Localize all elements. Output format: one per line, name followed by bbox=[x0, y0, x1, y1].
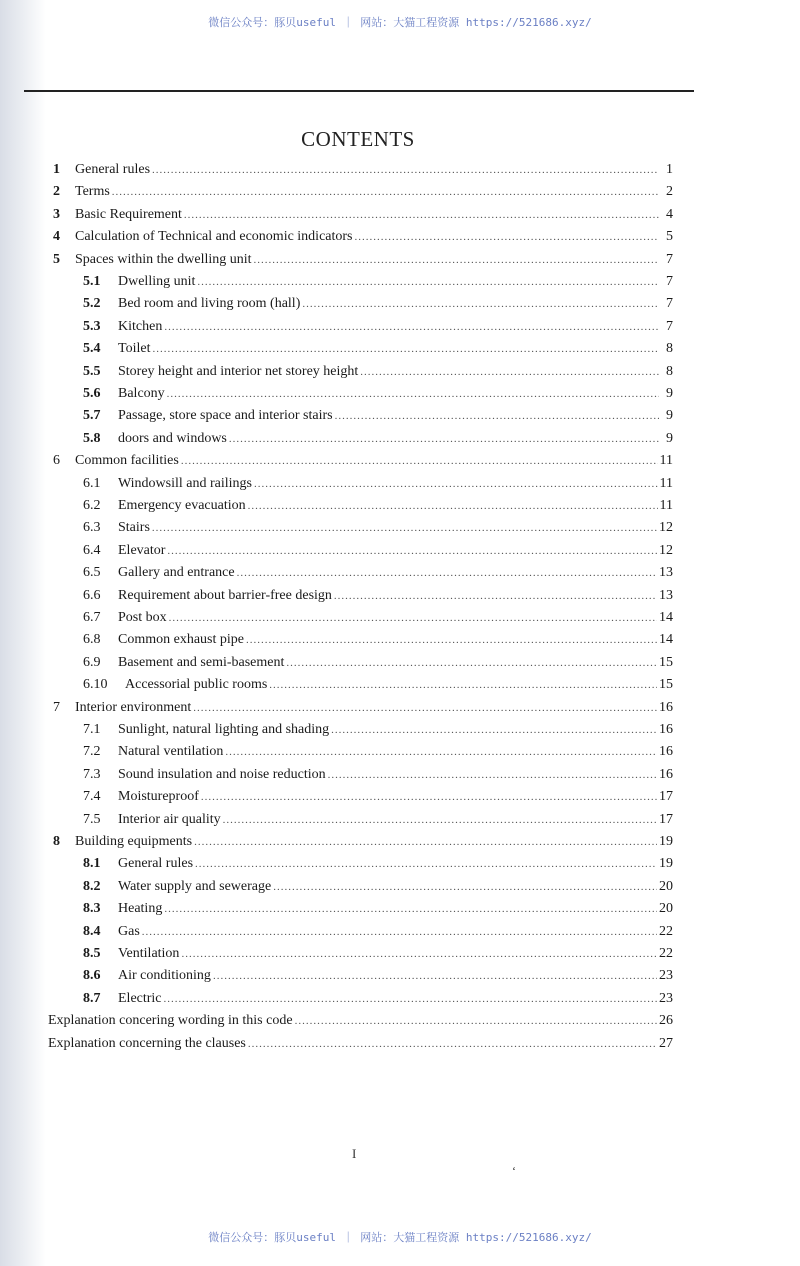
toc-entry-number: 6.7 bbox=[83, 610, 101, 625]
toc-entry-label: Common exhaust pipe bbox=[118, 632, 244, 648]
toc-entry[interactable] bbox=[83, 341, 673, 361]
toc-entry-label: Water supply and sewerage bbox=[118, 878, 272, 894]
page-number: I bbox=[352, 1146, 357, 1161]
toc-dot-leader bbox=[197, 276, 659, 288]
toc-entry-label: Building equipments bbox=[75, 834, 193, 849]
toc-entry-label: Electric bbox=[118, 990, 162, 1006]
toc-entry[interactable] bbox=[83, 476, 673, 496]
toc-entry[interactable] bbox=[83, 677, 673, 697]
toc-dot-leader bbox=[181, 455, 658, 467]
toc-entry-number: 5 bbox=[53, 251, 60, 267]
toc-entry-label: Gas bbox=[118, 923, 140, 939]
toc-dot-leader bbox=[269, 679, 657, 691]
toc-entry[interactable] bbox=[83, 655, 673, 675]
toc-entry-number: 8.6 bbox=[83, 968, 101, 984]
toc-entry-page: 16 bbox=[659, 722, 673, 737]
toc-entry-number: 7.3 bbox=[83, 766, 101, 782]
toc-entry-page: 16 bbox=[659, 744, 673, 760]
toc-entry-page: 15 bbox=[659, 654, 673, 670]
toc-entry-number: 5.5 bbox=[83, 363, 101, 379]
toc-entry-label: Windowsill and railings bbox=[118, 475, 252, 491]
toc-entry-page: 23 bbox=[659, 968, 673, 984]
toc-entry[interactable] bbox=[83, 565, 673, 585]
toc-entry-page: 9 bbox=[666, 430, 673, 446]
toc-entry[interactable] bbox=[53, 700, 673, 720]
toc-entry-label: Basic Requirement bbox=[75, 206, 182, 222]
toc-entry-label: Toilet bbox=[118, 341, 151, 357]
toc-entry-number: 6.2 bbox=[83, 498, 101, 513]
toc-entry-number: 1 bbox=[53, 162, 60, 177]
toc-entry[interactable] bbox=[83, 296, 673, 316]
toc-entry[interactable] bbox=[83, 610, 673, 630]
toc-entry[interactable] bbox=[83, 968, 673, 988]
toc-entry-number: 5.8 bbox=[83, 430, 101, 446]
toc-entry-number: 6.4 bbox=[83, 542, 101, 558]
toc-entry-label: Stairs bbox=[118, 520, 150, 536]
toc-entry-page: 8 bbox=[666, 363, 673, 379]
toc-entry-label: Terms bbox=[75, 184, 110, 200]
toc-dot-leader bbox=[334, 590, 657, 602]
toc-entry-number: 8 bbox=[53, 834, 60, 849]
toc-entry[interactable] bbox=[83, 722, 673, 742]
scan-edge-shadow bbox=[0, 0, 46, 1266]
toc-entry-page: 20 bbox=[659, 878, 673, 894]
toc-entry-label: Spaces within the dwelling unit bbox=[75, 251, 252, 267]
toc-dot-leader bbox=[328, 769, 657, 781]
toc-dot-leader bbox=[246, 634, 657, 646]
toc-entry-page: 8 bbox=[666, 341, 673, 357]
toc-entry[interactable] bbox=[53, 184, 673, 204]
page-title: CONTENTS bbox=[301, 127, 415, 151]
toc-entry-label: Basement and semi-basement bbox=[118, 654, 285, 670]
toc-entry-page: 17 bbox=[659, 789, 673, 805]
toc-entry[interactable] bbox=[83, 520, 673, 540]
toc-entry[interactable] bbox=[83, 498, 673, 518]
toc-entry-label: Interior air quality bbox=[118, 811, 221, 827]
toc-entry-number: 6.8 bbox=[83, 632, 101, 648]
toc-entry-label: Accessorial public rooms bbox=[125, 677, 268, 693]
toc-entry[interactable] bbox=[83, 543, 673, 563]
toc-entry-label: Dwelling unit bbox=[118, 274, 196, 289]
toc-dot-leader bbox=[112, 186, 659, 198]
toc-entry-label: General rules bbox=[118, 856, 194, 872]
toc-dot-leader bbox=[295, 1015, 657, 1027]
toc-entry-number: 6.9 bbox=[83, 654, 101, 670]
toc-entry[interactable] bbox=[83, 408, 673, 428]
toc-entry-label: Gallery and entrance bbox=[118, 565, 235, 581]
toc-entry-page: 13 bbox=[659, 565, 673, 581]
toc-entry[interactable] bbox=[83, 856, 673, 876]
toc-entry-page: 7 bbox=[666, 318, 673, 334]
toc-entry[interactable] bbox=[83, 588, 673, 608]
toc-entry-label: doors and windows bbox=[118, 430, 227, 446]
toc-dot-leader bbox=[286, 657, 657, 669]
toc-dot-leader bbox=[302, 298, 659, 310]
toc-entry-page: 14 bbox=[659, 610, 673, 625]
toc-entry-number: 8.2 bbox=[83, 878, 101, 894]
toc-entry[interactable] bbox=[83, 946, 673, 966]
toc-entry-number: 8.4 bbox=[83, 923, 101, 939]
toc-entry-page: 7 bbox=[666, 274, 673, 289]
toc-entry-page: 26 bbox=[659, 1013, 673, 1029]
toc-dot-leader bbox=[335, 410, 659, 422]
toc-entry-number: 7.5 bbox=[83, 811, 101, 827]
toc-dot-leader bbox=[201, 791, 657, 803]
toc-entry-label: Interior environment bbox=[75, 699, 192, 715]
toc-entry-page: 20 bbox=[659, 901, 673, 917]
toc-entry-number: 8.7 bbox=[83, 990, 101, 1006]
toc-entry-number: 6.10 bbox=[83, 677, 108, 693]
toc-entry-page: 2 bbox=[666, 184, 673, 200]
toc-entry-page: 7 bbox=[666, 296, 673, 312]
toc-dot-leader bbox=[194, 836, 657, 848]
toc-entry-number: 6 bbox=[53, 453, 60, 469]
toc-dot-leader bbox=[331, 724, 657, 736]
toc-entry-number: 4 bbox=[53, 229, 60, 245]
toc-entry[interactable] bbox=[53, 834, 673, 854]
toc-entry-label: Moistureproof bbox=[118, 789, 199, 805]
toc-entry-number: 5.6 bbox=[83, 386, 101, 401]
toc-entry[interactable] bbox=[83, 431, 673, 451]
toc-entry-page: 22 bbox=[659, 946, 673, 961]
toc-entry[interactable] bbox=[53, 453, 673, 473]
toc-entry-number: 8.5 bbox=[83, 946, 101, 961]
toc-entry-label: Explanation concerning the clauses bbox=[48, 1035, 246, 1051]
toc-entry[interactable] bbox=[83, 924, 673, 944]
toc-dot-leader bbox=[237, 567, 657, 579]
toc-entry-label: Sunlight, natural lighting and shading bbox=[118, 722, 330, 737]
toc-entry-label: Ventilation bbox=[118, 946, 180, 961]
toc-entry-page: 11 bbox=[659, 498, 673, 513]
toc-entry[interactable] bbox=[83, 901, 673, 921]
toc-entry[interactable] bbox=[83, 991, 673, 1011]
toc-entry[interactable] bbox=[83, 812, 673, 832]
toc-entry-label: Sound insulation and noise reduction bbox=[118, 766, 326, 782]
toc-entry-page: 11 bbox=[659, 453, 673, 469]
toc-entry[interactable] bbox=[83, 789, 673, 809]
toc-dot-leader bbox=[229, 433, 659, 445]
toc-entry[interactable] bbox=[83, 386, 673, 406]
toc-entry-label: Storey height and interior net storey height bbox=[118, 363, 359, 379]
toc-entry-number: 7.1 bbox=[83, 722, 101, 737]
toc-entry-page: 1 bbox=[666, 162, 673, 177]
toc-dot-leader bbox=[164, 993, 657, 1005]
toc-dot-leader bbox=[225, 746, 657, 758]
toc-entry-page: 15 bbox=[659, 677, 673, 693]
toc-dot-leader bbox=[254, 478, 658, 490]
toc-entry-page: 5 bbox=[666, 229, 673, 245]
toc-dot-leader bbox=[223, 814, 657, 826]
toc-entry-page: 19 bbox=[659, 856, 673, 872]
toc-entry-page: 16 bbox=[659, 699, 673, 715]
toc-entry-number: 8.1 bbox=[83, 856, 101, 872]
toc-dot-leader bbox=[167, 545, 657, 557]
toc-entry-label: Requirement about barrier-free design bbox=[118, 587, 332, 603]
toc-dot-leader bbox=[193, 702, 657, 714]
toc-entry-label: Kitchen bbox=[118, 318, 163, 334]
toc-entry[interactable] bbox=[53, 252, 673, 272]
toc-entry[interactable] bbox=[83, 767, 673, 787]
stray-mark: ‘ bbox=[512, 1164, 516, 1178]
toc-dot-leader bbox=[184, 209, 659, 221]
toc-entry-page: 19 bbox=[659, 834, 673, 849]
toc-dot-leader bbox=[195, 858, 657, 870]
toc-entry[interactable] bbox=[83, 879, 673, 899]
toc-entry-page: 4 bbox=[666, 206, 673, 222]
toc-entry-label: Post box bbox=[118, 610, 167, 625]
toc-entry-page: 22 bbox=[659, 923, 673, 939]
toc-entry-number: 6.6 bbox=[83, 587, 101, 603]
toc-entry-page: 16 bbox=[659, 766, 673, 782]
toc-dot-leader bbox=[152, 522, 657, 534]
toc-entry-page: 14 bbox=[659, 632, 673, 648]
toc-entry-label: Emergency evacuation bbox=[118, 498, 246, 513]
toc-dot-leader bbox=[181, 948, 657, 960]
toc-dot-leader bbox=[142, 926, 657, 938]
watermark-bottom: 微信公众号：豚贝useful ｜ 网站：大猫工程资源 https://521686.xyz/ bbox=[208, 1231, 592, 1244]
toc-entry-label: Air conditioning bbox=[118, 968, 211, 984]
toc-entry-page: 12 bbox=[659, 542, 673, 558]
toc-entry-page: 17 bbox=[659, 811, 673, 827]
toc-entry-label: Common facilities bbox=[75, 453, 179, 469]
watermark-top: 微信公众号：豚贝useful ｜ 网站：大猫工程资源 https://521686.xyz/ bbox=[208, 16, 592, 29]
toc-dot-leader bbox=[152, 164, 659, 176]
toc-entry-number: 5.4 bbox=[83, 341, 101, 357]
toc-entry-number: 2 bbox=[53, 184, 60, 200]
toc-dot-leader bbox=[273, 881, 657, 893]
toc-dot-leader bbox=[254, 254, 659, 266]
toc-dot-leader bbox=[167, 388, 659, 400]
toc-entry-label: General rules bbox=[75, 162, 151, 177]
toc-dot-leader bbox=[169, 612, 657, 624]
toc-entry[interactable] bbox=[53, 162, 673, 182]
toc-dot-leader bbox=[164, 321, 659, 333]
toc-entry-page: 12 bbox=[659, 520, 673, 536]
toc-entry[interactable] bbox=[53, 229, 673, 249]
toc-entry-number: 7.4 bbox=[83, 789, 101, 805]
toc-entry-number: 3 bbox=[53, 206, 60, 222]
toc-entry[interactable] bbox=[83, 632, 673, 652]
toc-entry-label: Balcony bbox=[118, 386, 165, 401]
toc-entry-page: 9 bbox=[666, 386, 673, 401]
toc-dot-leader bbox=[152, 343, 659, 355]
toc-entry-number: 8.3 bbox=[83, 901, 101, 917]
toc-entry-number: 5.3 bbox=[83, 318, 101, 334]
toc-dot-leader bbox=[213, 970, 657, 982]
toc-entry-number: 5.7 bbox=[83, 408, 101, 424]
toc-entry-label: Natural ventilation bbox=[118, 744, 224, 760]
toc-entry-number: 6.5 bbox=[83, 565, 101, 581]
toc-entry[interactable] bbox=[48, 1036, 673, 1056]
toc-entry-label: Passage, store space and interior stairs bbox=[118, 408, 333, 424]
toc-entry-number: 6.1 bbox=[83, 475, 101, 491]
toc-dot-leader bbox=[360, 366, 659, 378]
toc-entry-label: Calculation of Technical and economic indicators bbox=[75, 229, 353, 245]
toc-entry-page: 27 bbox=[659, 1035, 673, 1051]
toc-entry-label: Bed room and living room (hall) bbox=[118, 296, 301, 312]
toc-entry-number: 7 bbox=[53, 699, 60, 715]
toc-entry-number: 6.3 bbox=[83, 520, 101, 536]
toc-entry[interactable] bbox=[83, 274, 673, 294]
header-rule bbox=[24, 90, 694, 92]
toc-entry-page: 9 bbox=[666, 408, 673, 424]
toc-entry-number: 5.1 bbox=[83, 274, 101, 289]
toc-entry[interactable] bbox=[83, 364, 673, 384]
toc-entry-label: Heating bbox=[118, 901, 163, 917]
toc-entry[interactable] bbox=[48, 1013, 673, 1033]
toc-entry-page: 13 bbox=[659, 587, 673, 603]
toc-dot-leader bbox=[355, 231, 660, 243]
toc-dot-leader bbox=[248, 1038, 657, 1050]
toc-entry[interactable] bbox=[83, 744, 673, 764]
toc-entry[interactable] bbox=[83, 319, 673, 339]
toc-entry-number: 7.2 bbox=[83, 744, 101, 760]
toc-entry-page: 23 bbox=[659, 990, 673, 1006]
toc-dot-leader bbox=[248, 500, 658, 512]
toc-entry-page: 11 bbox=[659, 475, 673, 491]
toc-entry-number: 5.2 bbox=[83, 296, 101, 312]
toc-entry-page: 7 bbox=[666, 251, 673, 267]
toc-entry-label: Elevator bbox=[118, 542, 166, 558]
toc-dot-leader bbox=[164, 903, 657, 915]
toc-entry[interactable] bbox=[53, 207, 673, 227]
toc-entry-label: Explanation concering wording in this code bbox=[48, 1013, 293, 1029]
